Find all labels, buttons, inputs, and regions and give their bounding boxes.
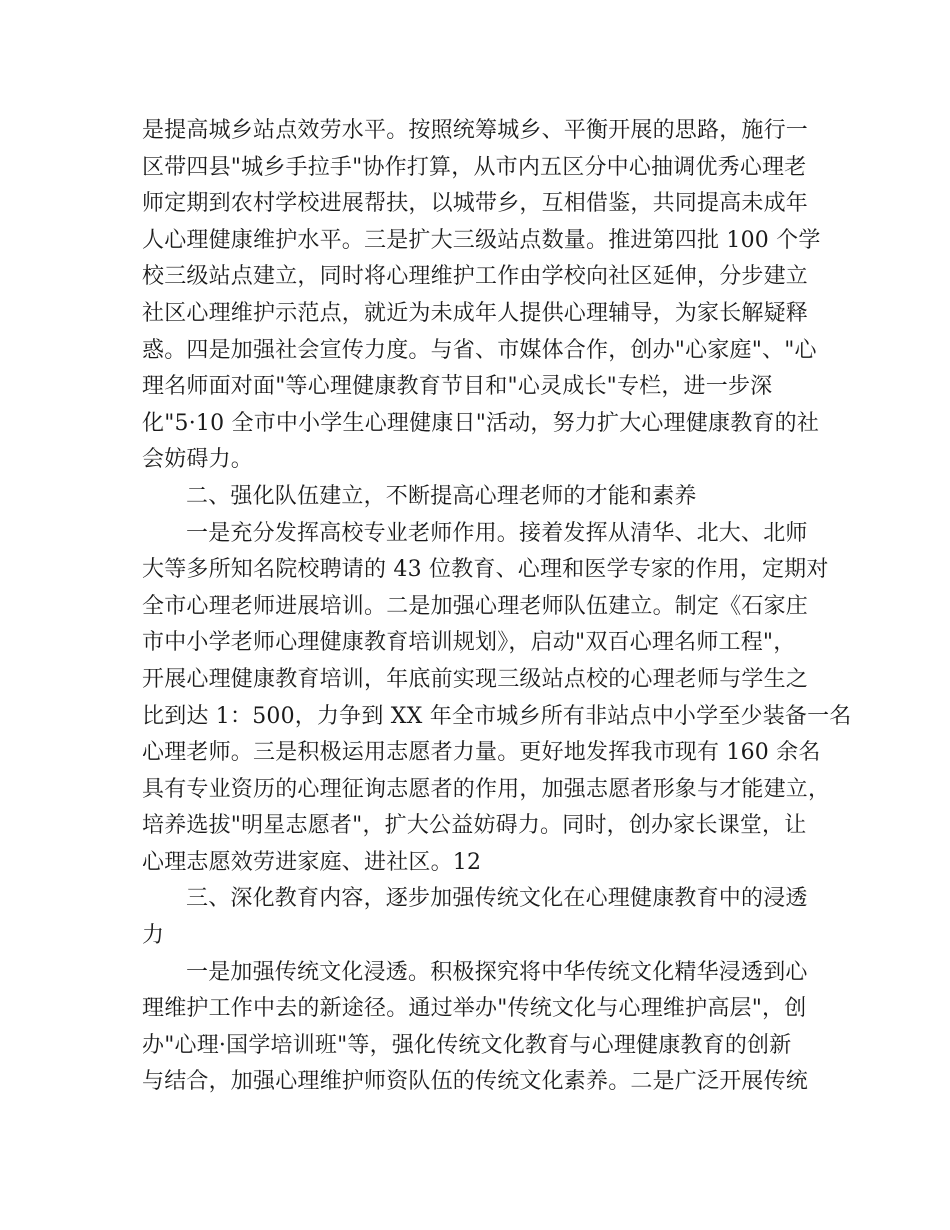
body-text [142,113,852,1101]
text-line: 心理老师。三是积极运用志愿者力量。更好地发挥我市现有 160 余名 [142,740,821,766]
text-line: 比到达 1：500，力争到 XX 年全市城乡所有非站点中小学至少装备一名 [142,703,852,729]
text-line: 社区心理维护示范点，就近为未成年人提供心理辅导，为家长解疑释 [142,300,809,326]
text-line: 培养选拔"明星志愿者"，扩大公益妨碍力。同时，创办家长课堂，让 [142,813,807,839]
text-line: 化"5·10 全市中小学生心理健康日"活动，努力扩大心理健康教育的社 [142,410,820,436]
text-line: 理维护工作中去的新途径。通过举办"传统文化与心理维护高层"，创 [142,996,807,1022]
text-line: 具有专业资历的心理征询志愿者的作用，加强志愿者形象与才能建立， [142,776,831,802]
text-line: 一是加强传统文化浸透。积极探究将中华传统文化精华浸透到心 [186,959,808,985]
section-heading: 三、深化教育内容，逐步加强传统文化在心理健康教育中的浸透 [186,886,808,912]
text-line: 是提高城乡站点效劳水平。按照统筹城乡、平衡开展的思路，施行一 [142,118,809,143]
text-line: 开展心理健康教育培训，年底前实现三级站点校的心理老师与学生之 [142,666,809,692]
text-line: 惑。四是加强社会宣传力度。与省、市媒体合作，创办"心家庭"、"心 [142,337,817,363]
section-heading: 二、强化队伍建立，不断提高心理老师的才能和素养 [186,483,697,509]
text-line: 一是充分发挥高校专业老师作用。接着发挥从清华、北大、北师 [186,520,808,546]
text-line: 校三级站点建立，同时将心理维护工作由学校向社区延伸，分步建立 [142,264,809,290]
text-line: 师定期到农村学校进展帮扶，以城带乡，互相借鉴，共同提高未成年 [142,191,809,217]
text-line: 理名师面对面"等心理健康教育节目和"心灵成长"专栏，进一步深 [142,374,773,400]
text-line: 大等多所知名院校聘请的 43 位教育、心理和医学专家的作用，定期对 [142,557,829,583]
text-line: 办"心理·国学培训班"等，强化传统文化教育与心理健康教育的创新 [142,1032,792,1058]
text-line: 区带四县"城乡手拉手"协作打算，从市内五区分中心抽调优秀心理老 [142,154,807,180]
text-line: 全市心理老师进展培训。二是加强心理老师队伍建立。制定《石家庄 [142,593,809,619]
text-line: 与结合，加强心理维护师资队伍的传统文化素养。二是广泛开展传统 [142,1069,809,1095]
text-line: 会妨碍力。 [142,447,254,473]
text-line: 心理志愿效劳进家庭、进社区。12 [142,849,482,875]
section-heading-continued: 力 [142,923,165,949]
text-line: 人心理健康维护水平。三是扩大三级站点数量。推进第四批 100 个学 [142,227,821,253]
text-line: 市中小学老师心理健康教育培训规划》，启动"双百心理名师工程"， [142,630,796,656]
